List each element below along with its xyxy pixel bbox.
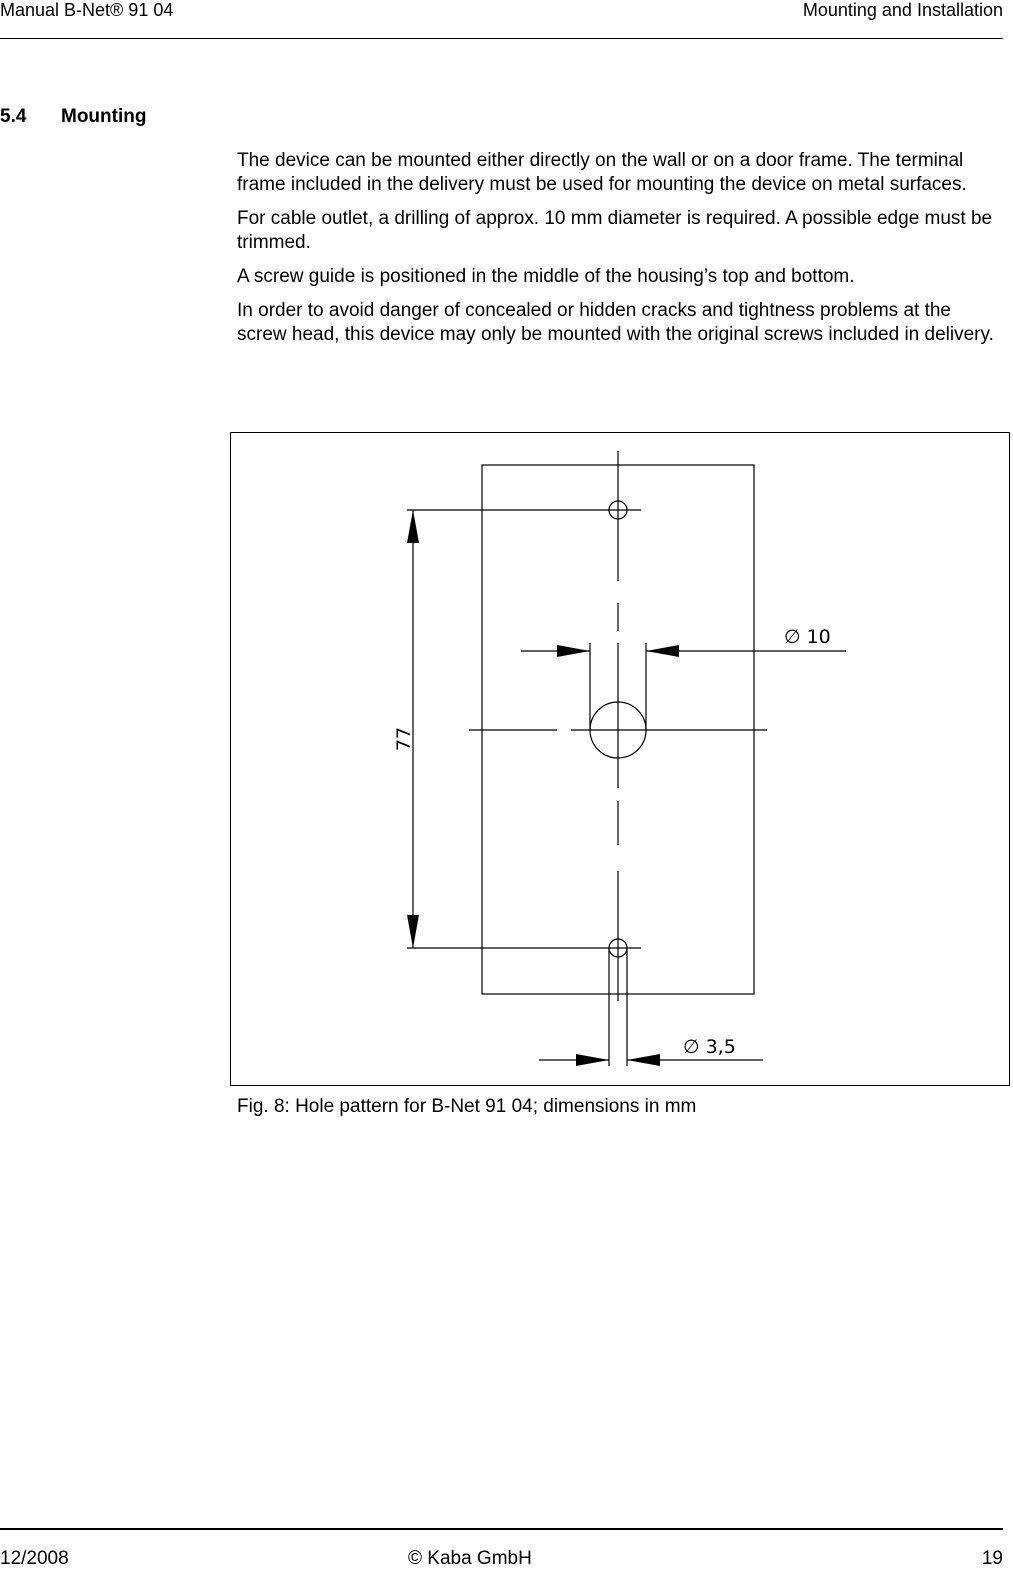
hole-pattern-drawing bbox=[231, 433, 1011, 1087]
paragraph: In order to avoid danger of concealed or hidden cracks and tightness problems at the screw head, this device may only be mounted with the original screws included in delivery. bbox=[237, 300, 994, 345]
section-number: 5.4 bbox=[0, 106, 27, 127]
paragraph: The device can be mounted either directly on the wall or on a door frame. The terminal frame included in the delivery must be used for mounting the device on metal surfaces. bbox=[237, 150, 967, 195]
page-number: 19 bbox=[981, 1548, 1003, 1569]
footer-date: 12/2008 bbox=[0, 1548, 69, 1569]
dimension-arrow bbox=[407, 915, 419, 948]
section-title: Mounting bbox=[61, 106, 147, 127]
paragraph: For cable outlet, a drilling of approx. 10 mm diameter is required. A possible edge must be trimmed. bbox=[237, 208, 993, 253]
dimension-arrow bbox=[646, 645, 679, 657]
dimension-label-screw-hole: ∅ 3,5 bbox=[683, 1036, 736, 1058]
figure-caption: Fig. 8: Hole pattern for B-Net 91 04; dimensions in mm bbox=[237, 1096, 697, 1117]
footer-rule bbox=[0, 1528, 1003, 1530]
section-heading bbox=[0, 106, 146, 128]
header-title: Manual B-Net® 91 04 bbox=[0, 0, 174, 20]
hole-pattern-figure bbox=[230, 432, 1010, 1086]
header-chapter: Mounting and Installation bbox=[802, 0, 1003, 20]
dimension-arrow bbox=[557, 645, 590, 657]
header-rule bbox=[0, 38, 1003, 39]
dimension-label-77: 77 bbox=[393, 726, 415, 752]
dimension-arrow bbox=[407, 510, 419, 543]
dimension-label-cable-hole: ∅ 10 bbox=[784, 626, 831, 648]
paragraph: A screw guide is positioned in the middle of the housing’s top and bottom. bbox=[237, 266, 855, 287]
dimension-arrow bbox=[627, 1054, 660, 1066]
footer-copyright: © Kaba GmbH bbox=[408, 1548, 532, 1569]
body-text bbox=[237, 149, 1003, 357]
dimension-arrow bbox=[576, 1054, 609, 1066]
